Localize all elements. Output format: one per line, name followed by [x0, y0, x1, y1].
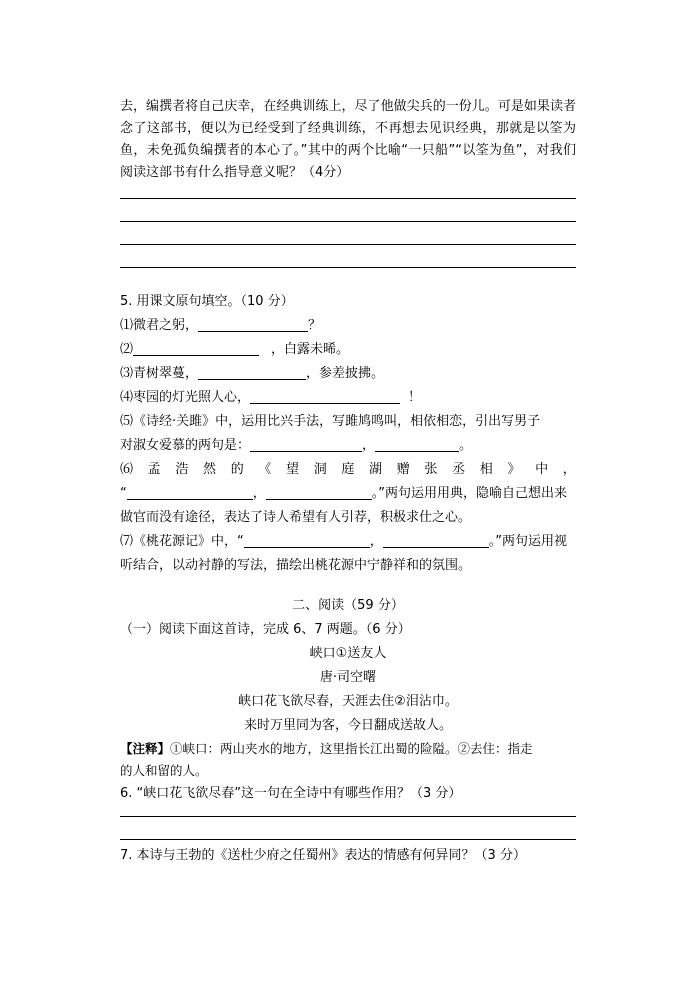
fill-blank[interactable] [244, 533, 370, 548]
fill-blank[interactable] [375, 437, 459, 452]
fill-blank[interactable] [250, 389, 400, 404]
answer-line[interactable] [120, 221, 576, 222]
q5-block [120, 290, 576, 578]
answer-line[interactable] [120, 816, 576, 817]
q4-paragraph: 去，编撰者将自己庆幸，在经典训练上，尽了他做尖兵的一份儿。可是如果读者念了这部书，便以为已经受到了经典训练，不再想去见识经典，那就是以筌为鱼，未免孤负编撰者的本心了。”其中的两个比喻“一只船”“以筌为鱼”，对我们阅读这部书有什么指导意义呢？（4分） [120, 99, 576, 180]
item-text: ？ [308, 318, 322, 333]
reading-block [120, 594, 576, 868]
fill-blank[interactable] [133, 341, 259, 356]
item-char: 庭 [341, 462, 355, 477]
item-char: 赠 [396, 462, 410, 477]
item-char: ， [562, 462, 576, 477]
item-char: 望 [286, 462, 300, 477]
q5-title: 5. 用课文原句填空。（10 分） [120, 294, 294, 309]
item-text: 对淑女爱慕的两句是： [120, 438, 251, 453]
poem-title: 峡口①送友人 [309, 646, 387, 661]
answer-line[interactable] [120, 839, 576, 840]
item-text: 。”两句运用视 [488, 534, 568, 549]
item-char: ⑹ [120, 462, 134, 477]
fill-blank[interactable] [250, 437, 362, 452]
item-text: ， [369, 534, 383, 549]
q5-item-5-line2 [120, 434, 576, 458]
question-6: 6. “峡口花飞欲尽春”这一句在全诗中有哪些作用？（3 分） [120, 786, 462, 801]
item-text: ，白露未晞。 [271, 342, 350, 357]
item-char: 孟 [147, 462, 161, 477]
poem-author: 唐·司空曙 [319, 670, 377, 685]
answer-line[interactable] [120, 198, 576, 199]
q4-answer-lines [120, 198, 576, 268]
fill-blank[interactable] [198, 317, 308, 332]
q5-item-1 [120, 314, 576, 338]
poem-notes-line2: 的人和留的人。 [120, 763, 208, 778]
q5-item-7-line2: 听结合，以动衬静的写法，描绘出桃花源中宁静祥和的氛围。 [120, 558, 472, 573]
item-text: ！ [408, 390, 422, 405]
item-text: 。 [459, 438, 473, 453]
item-char: 相 [479, 462, 493, 477]
item-char: 然 [203, 462, 217, 477]
item-text: ⑴微君之躬， [120, 318, 199, 333]
note-text: ①峡口：两山夹水的地方，这里指长江出蜀的险隘。②去住：指走 [170, 741, 533, 756]
answer-line[interactable] [120, 244, 576, 245]
exam-page [120, 96, 576, 868]
answer-line[interactable] [120, 267, 576, 268]
q5-item-7-line1 [120, 530, 576, 554]
poem-line: 来时万里同为客，今日翻成送故人。 [243, 718, 452, 733]
item-char: 中 [535, 462, 549, 477]
item-text: ⑺《桃花源记》中，“ [120, 534, 244, 549]
q5-item-3 [120, 362, 576, 386]
q5-item-2 [120, 338, 576, 362]
item-text: ⑷枣园的灯光照人心， [120, 390, 251, 405]
item-char: 洞 [313, 462, 327, 477]
q5-item-4 [120, 386, 576, 410]
item-text: “ [120, 486, 127, 501]
item-text: ⑵ [120, 342, 134, 357]
q5-item-6-line2 [120, 482, 576, 506]
q5-item-6-line1 [120, 458, 576, 482]
fill-blank[interactable] [266, 485, 372, 500]
item-text: ， [362, 438, 376, 453]
item-char: 湖 [369, 462, 383, 477]
item-char: 的 [230, 462, 244, 477]
item-char: 丞 [452, 462, 466, 477]
fill-blank[interactable] [383, 533, 489, 548]
item-char: 浩 [175, 462, 189, 477]
note-label: 【注释】 [120, 741, 171, 756]
part-title: （一）阅读下面这首诗，完成 6、7 两题。（6 分） [120, 622, 411, 637]
item-text: 。”两句运用用典，隐喻自己想出来 [371, 486, 568, 501]
item-text: ， [252, 486, 266, 501]
item-text: ⑶青树翠蔓， [120, 366, 199, 381]
fill-blank[interactable] [127, 485, 253, 500]
poem-line: 峡口花飞欲尽春，天涯去住②泪沾巾。 [238, 694, 458, 709]
question-7: 7. 本诗与王勃的《送杜少府之任蜀州》表达的情感有何异同？（3 分） [120, 848, 526, 863]
item-char: 张 [424, 462, 438, 477]
fill-blank[interactable] [198, 365, 306, 380]
item-char: 《 [258, 462, 272, 477]
q5-item-5-line1: ⑸《诗经·关雎》中，运用比兴手法，写雎鸠鸣叫，相依相恋，引出写男子 [120, 414, 541, 429]
item-text: ，参差披拂。 [306, 366, 385, 381]
poem-notes [120, 738, 576, 760]
item-char: 》 [507, 462, 521, 477]
section-title: 二、阅读（59 分） [292, 598, 404, 613]
q5-item-6-line3: 做官而没有途径，表达了诗人希望有人引荐，积极求仕之心。 [120, 510, 472, 525]
